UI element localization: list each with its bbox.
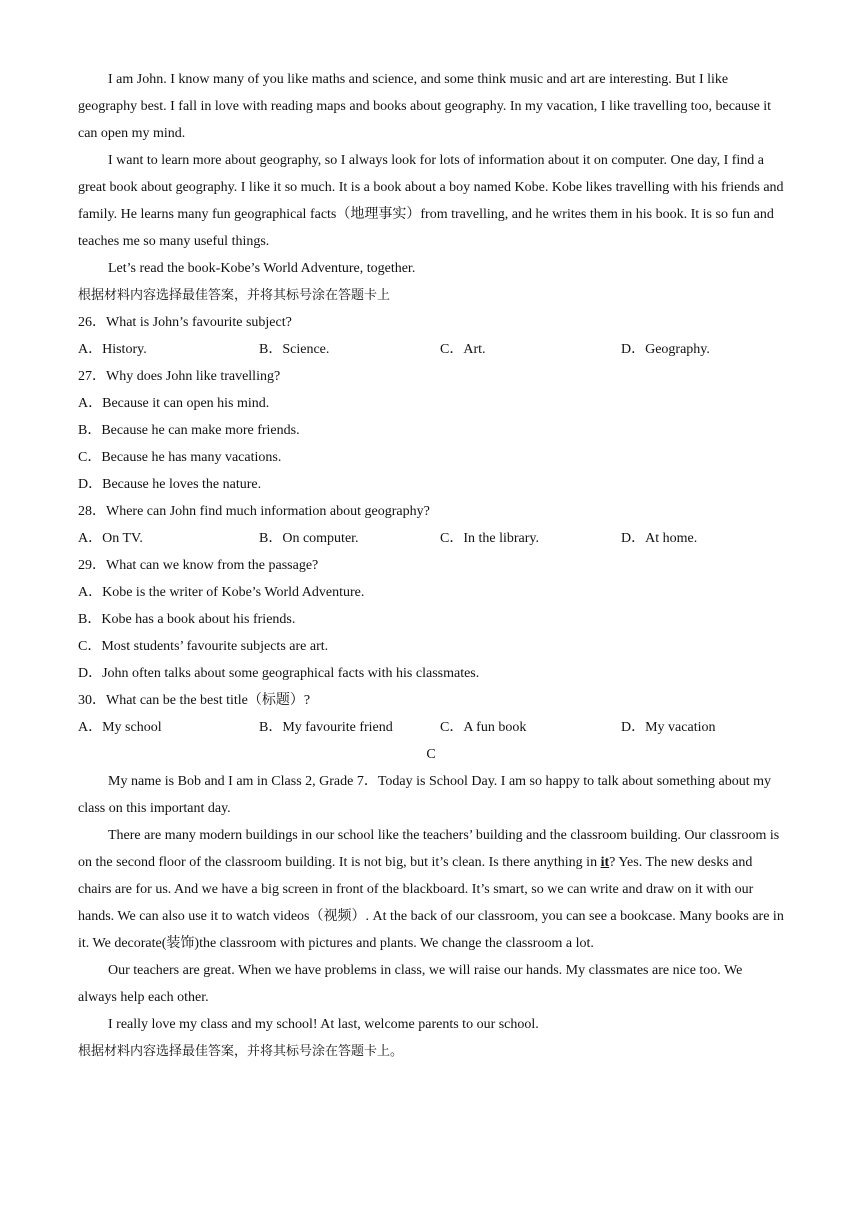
question-28-option-d[interactable]: D．At home. bbox=[621, 531, 698, 546]
question-30-option-d[interactable]: D．My vacation bbox=[621, 720, 716, 735]
question-29-option-b[interactable]: B．Kobe has a book about his friends. bbox=[78, 612, 296, 627]
question-26-options bbox=[78, 336, 784, 363]
question-30: 30．What can be the best title（标题）? bbox=[78, 693, 311, 708]
question-29: 29．What can we know from the passage? bbox=[78, 558, 319, 573]
question-26: 26．What is John’s favourite subject? bbox=[78, 315, 292, 330]
question-27-option-b[interactable]: B．Because he can make more friends. bbox=[78, 423, 300, 438]
passage-b-paragraph-1: I am John. I know many of you like maths and science, and some think music and art are interesting. But I like geography best. I fall in love with reading maps and books about geography. In my vacation, I like travelling too, because it can open my mind. bbox=[78, 72, 772, 141]
question-29-option-d[interactable]: D．John often talks about some geographical facts with his classmates. bbox=[78, 666, 480, 681]
instruction-2: 根据材料内容选择最佳答案，并将其标号涂在答题卡上。 bbox=[78, 1044, 404, 1059]
question-30-option-b[interactable]: B．My favourite friend bbox=[259, 720, 393, 735]
section-c-heading: C bbox=[426, 747, 436, 762]
question-30-options bbox=[78, 714, 784, 741]
question-28-options bbox=[78, 525, 784, 552]
question-30-option-c[interactable]: C．A fun book bbox=[440, 720, 527, 735]
passage-b-paragraph-3: Let’s read the book-Kobe’s World Adventure, together. bbox=[108, 261, 416, 276]
section-c-paragraph-1: My name is Bob and I am in Class 2, Grade 7．Today is School Day. I am so happy to talk about something about my class on this important day. bbox=[78, 774, 772, 816]
question-26-option-d[interactable]: D．Geography. bbox=[621, 342, 710, 357]
question-28-option-a[interactable]: A．On TV. bbox=[78, 531, 143, 546]
question-26-option-b[interactable]: B．Science. bbox=[259, 342, 330, 357]
question-28-option-c[interactable]: C．In the library. bbox=[440, 531, 540, 546]
question-27: 27．Why does John like travelling? bbox=[78, 369, 281, 384]
section-c-paragraph-3: Our teachers are great. When we have problems in class, we will raise our hands. My classmates are nice too. We always help each other. bbox=[78, 963, 743, 1005]
section-c-paragraph-2-part-2: ? Yes. The new desks and chairs are for us. And we have a big screen in front of the blackboard. It’s smart, so we can write and draw on it with our hands. We can also use it to watch videos（视频）. At the back of our classroom, you can see a bookcase. Many books are in it. We decorate(装饰)the classroom with pictures and plants. We change the classroom a lot. bbox=[78, 855, 784, 951]
instruction-1: 根据材料内容选择最佳答案，并将其标号涂在答题卡上 bbox=[78, 288, 391, 303]
question-30-option-a[interactable]: A．My school bbox=[78, 720, 162, 735]
question-27-option-d[interactable]: D．Because he loves the nature. bbox=[78, 477, 262, 492]
question-27-option-a[interactable]: A．Because it can open his mind. bbox=[78, 396, 270, 411]
question-29-option-a[interactable]: A．Kobe is the writer of Kobe’s World Adventure. bbox=[78, 585, 365, 600]
passage-b-paragraph-2: I want to learn more about geography, so I always look for lots of information about it on computer. One day, I find a great book about geography. I like it so much. It is a book about a boy named Kobe. Kobe likes travelling with his friends and family. He learns many fun geographical facts（地理事实）from travelling, and he writes them in his book. It is so fun and teaches me so many useful things. bbox=[78, 153, 784, 249]
question-26-option-c[interactable]: C．Art. bbox=[440, 342, 486, 357]
question-26-option-a[interactable]: A．History. bbox=[78, 342, 147, 357]
underlined-word-it: it bbox=[600, 855, 610, 870]
question-29-option-c[interactable]: C．Most students’ favourite subjects are art. bbox=[78, 639, 329, 654]
question-27-option-c[interactable]: C．Because he has many vacations. bbox=[78, 450, 282, 465]
document-page bbox=[78, 66, 784, 1065]
section-c-paragraph-2-part-1: There are many modern buildings in our school like the teachers’ building and the classroom building. Our classroom is on the second floor of the classroom building. It is not big, but it’s clean. Is there anything in bbox=[78, 828, 780, 870]
question-28: 28．Where can John find much information about geography? bbox=[78, 504, 430, 519]
section-c-paragraph-4: I really love my class and my school! At last, welcome parents to our school. bbox=[108, 1017, 539, 1032]
section-c-paragraph-2 bbox=[78, 822, 784, 957]
question-28-option-b[interactable]: B．On computer. bbox=[259, 531, 359, 546]
